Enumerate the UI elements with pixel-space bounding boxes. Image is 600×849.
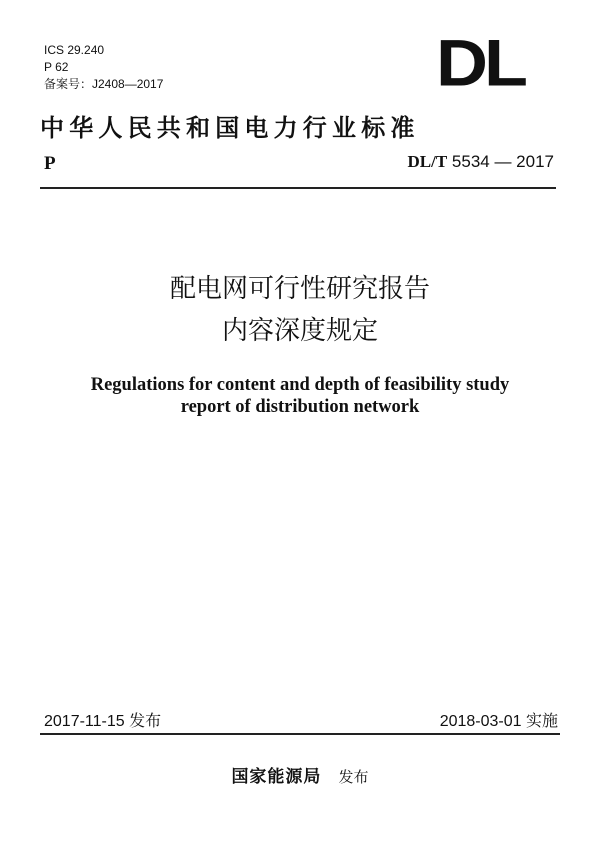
filing-number: 备案号：J2408—2017 bbox=[44, 77, 164, 91]
issuing-authority-heading: 中华人民共和国电力行业标准 bbox=[40, 113, 420, 142]
publisher-action: 发布 bbox=[338, 768, 369, 786]
chinese-title-line-1: 配电网可行性研究报告 bbox=[169, 274, 430, 304]
publisher-line bbox=[0, 762, 600, 787]
standard-number-value: 5534 — 2017 bbox=[451, 152, 554, 171]
issue-date: 2017-11-15 发布 bbox=[44, 713, 162, 730]
publisher-org: 国家能源局 bbox=[231, 767, 322, 787]
cover-metadata bbox=[44, 42, 163, 93]
english-title-line-1: Regulations for content and depth of feasibility study bbox=[90, 375, 510, 395]
chinese-title-line-2: 内容深度规定 bbox=[221, 316, 378, 346]
ics-code: ICS 29.240 bbox=[44, 43, 105, 57]
classification-code: P bbox=[44, 153, 56, 174]
standard-number bbox=[407, 152, 554, 172]
english-title-line-2: report of distribution network bbox=[180, 397, 420, 417]
chinese-title bbox=[0, 268, 600, 352]
implementation-date: 2018-03-01 实施 bbox=[439, 713, 558, 730]
standard-prefix: DL/T bbox=[407, 152, 448, 171]
english-title bbox=[0, 374, 600, 418]
ccs-code: P 62 bbox=[44, 60, 69, 74]
dl-logo: DL bbox=[436, 26, 524, 101]
top-divider bbox=[40, 187, 556, 189]
bottom-divider bbox=[40, 733, 560, 735]
